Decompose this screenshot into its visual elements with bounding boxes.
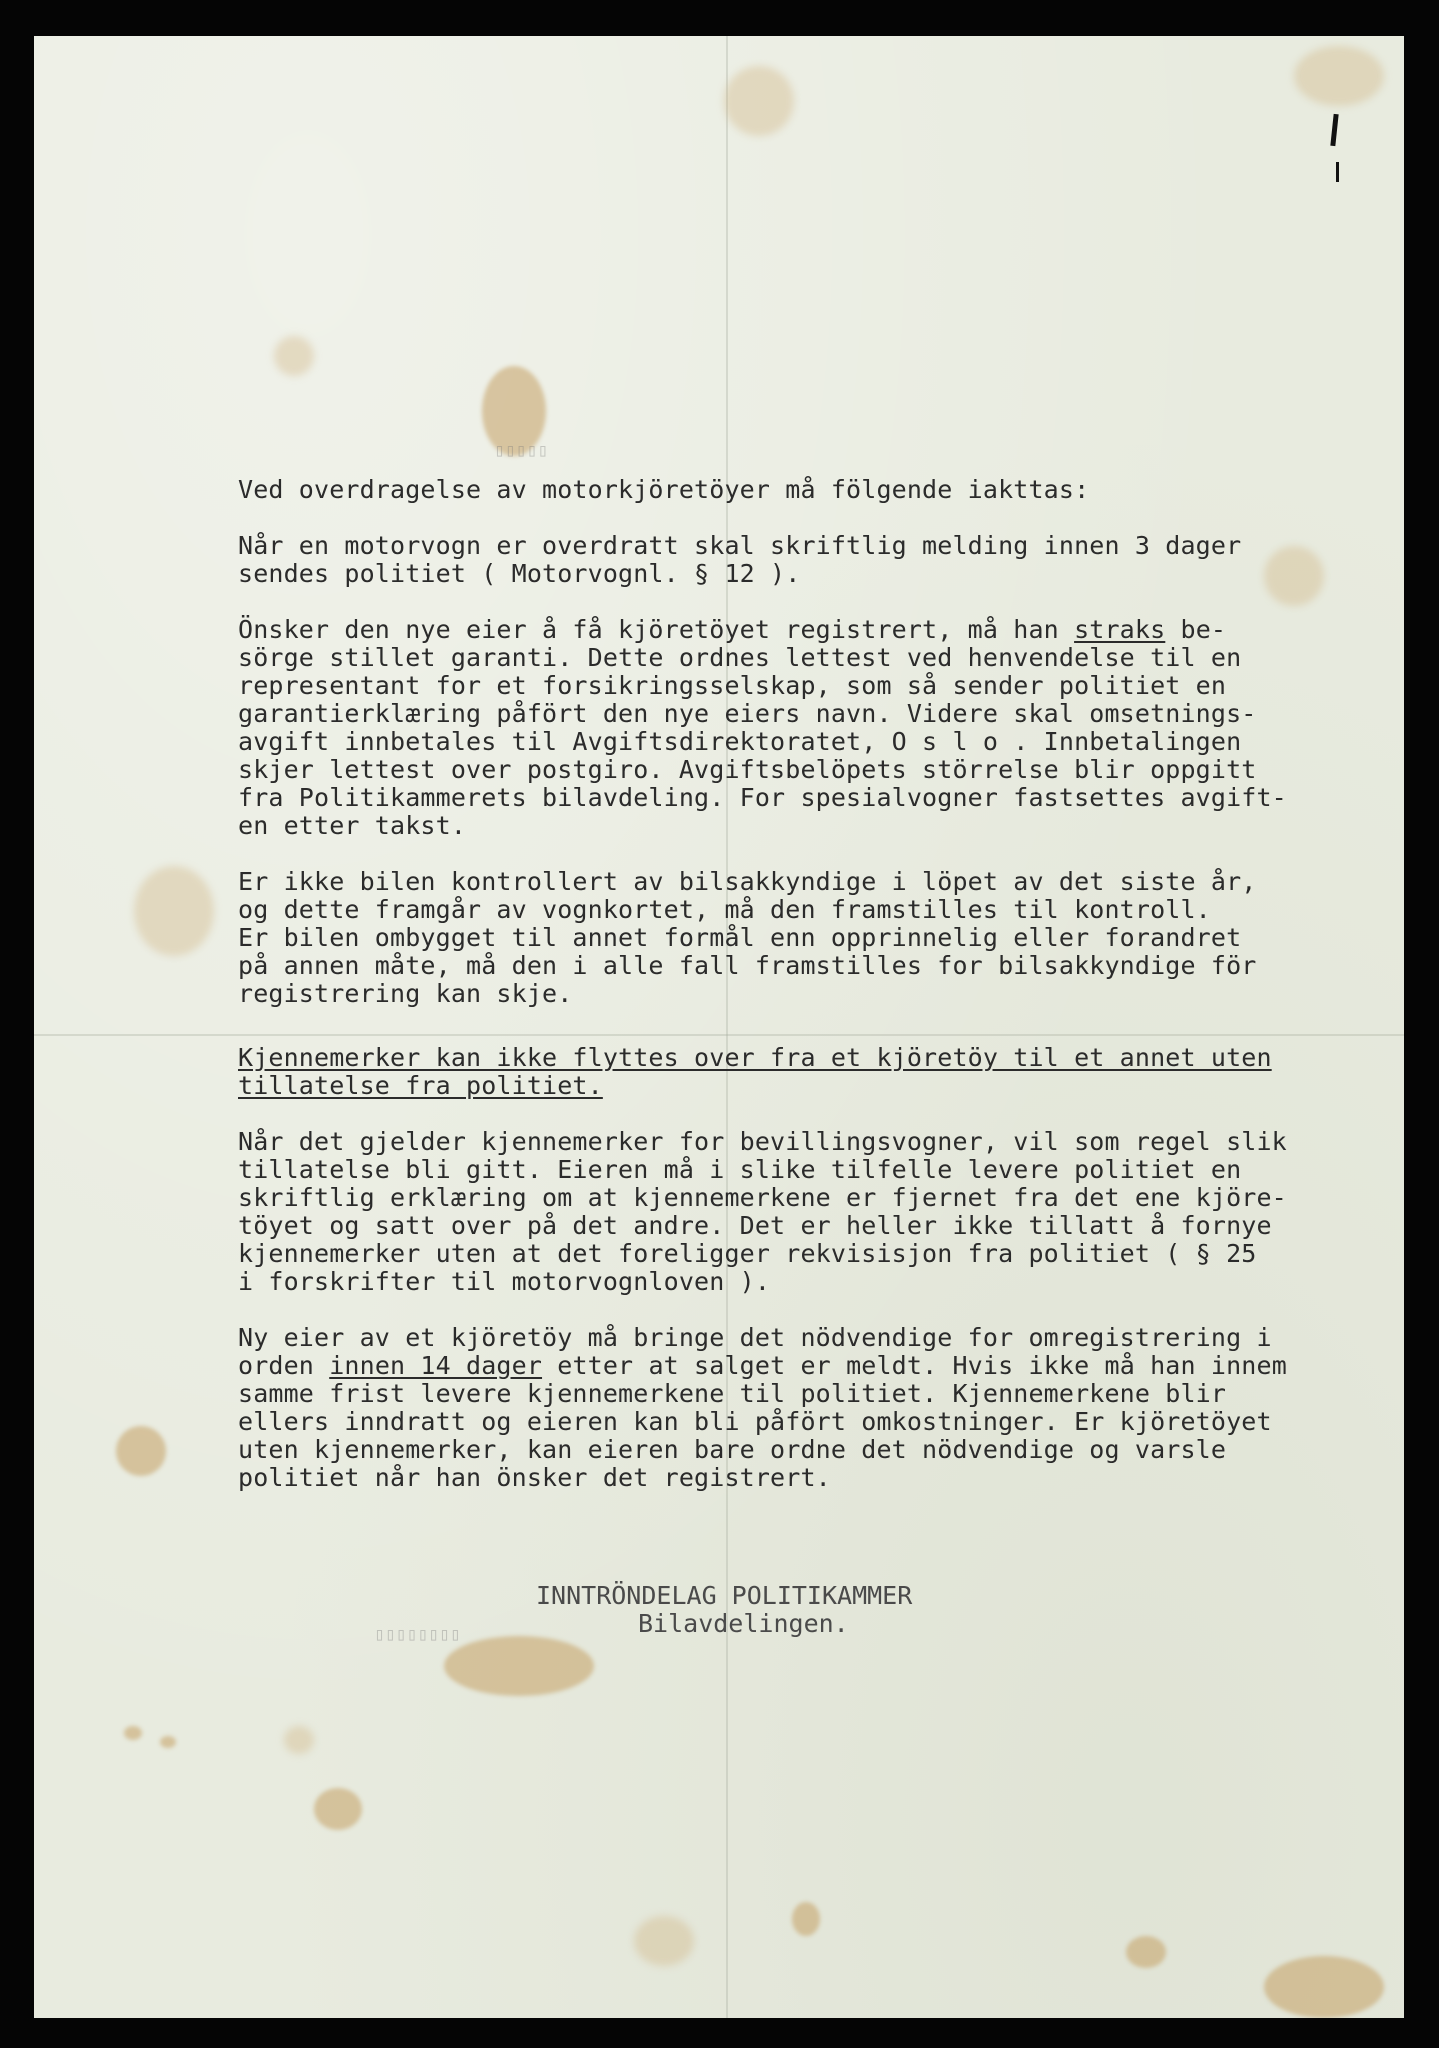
paragraph-3-line: Er bilen ombygget til annet formål enn opprinnelig eller forandret [238, 923, 1242, 952]
paragraph-2-line: representant for et forsikringsselskap, som så sender politiet en [238, 671, 1227, 700]
faded-stamp: ▯▯▯▯▯▯▯▯ [374, 1624, 461, 1645]
paragraph-2-line: garantierklæring påfört den nye eiers navn. Videre skal omsetnings- [238, 699, 1257, 728]
stain [724, 66, 794, 136]
paragraph-2-line [238, 616, 1226, 644]
typed-letter-body [34, 36, 1287, 1492]
stain [124, 1726, 142, 1740]
paragraph-3-line: på annen måte, må den i alle fall framstilles for bilsakkyndige för [238, 951, 1257, 980]
paper-sheet [34, 36, 1404, 2018]
underlined-emphasis: innen 14 dager [329, 1351, 543, 1380]
stain [314, 1788, 362, 1830]
paragraph-5-line: skriftlig erklæring om at kjennemerkene er fjernet fra det ene kjöre- [238, 1183, 1287, 1212]
stain [634, 1916, 694, 1966]
text-fragment: Önsker den nye eier å få kjöretöyet registrert, må han [238, 615, 1075, 644]
stain [1264, 546, 1324, 606]
paragraph-5-line: töyet og satt over på det andre. Det er heller ikke tillatt å fornye [238, 1211, 1272, 1240]
stain [792, 1902, 820, 1936]
paragraph-2-line: sörge stillet garanti. Dette ordnes lettest ved henvendelse til en [238, 643, 1242, 672]
faded-stamp: ▯▯▯▯▯ [494, 440, 549, 461]
stain [1294, 46, 1384, 106]
paragraph-5-line: i forskrifter til motorvognloven ). [238, 1267, 771, 1296]
paragraph-6-line: ellers inndratt og eieren kan bli påfört omkostninger. Er kjöretöyet [238, 1407, 1272, 1436]
paragraph-5-line: tillatelse bli gitt. Eieren må i slike tilfelle levere politiet en [238, 1155, 1242, 1184]
paragraph-4-line: tillatelse fra politiet. [238, 1071, 603, 1100]
signature-department: Bilavdelingen. [638, 1609, 849, 1638]
stain [134, 866, 214, 956]
heading: Ved overdragelse av motorkjöretöyer må fölgende iakttas: [238, 475, 1090, 504]
paragraph-1-line: sendes politiet ( Motorvognl. § 12 ). [238, 559, 801, 588]
paragraph-2-line: en etter takst. [238, 811, 467, 840]
paragraph-3-line: Er ikke bilen kontrollert av bilsakkyndige i löpet av det siste år, [238, 867, 1257, 896]
stain [274, 336, 314, 376]
stain [444, 1636, 594, 1696]
paragraph-3-line: og dette framgår av vognkortet, må den framstilles til kontroll. [238, 895, 1211, 924]
stain [1126, 1936, 1166, 1968]
signature-office: INNTRÖNDELAG POLITIKAMMER [536, 1581, 913, 1610]
text-fragment: be- [1165, 615, 1227, 644]
paragraph-6-line: samme frist levere kjennemerkene til politiet. Kjennemerkene blir [238, 1379, 1227, 1408]
paragraph-2-line: avgift innbetales til Avgiftsdirektoratet, O s l o . Innbetalingen [238, 727, 1242, 756]
margin-mark [1336, 162, 1339, 182]
paragraph-2-line: fra Politikammerets bilavdeling. For spesialvogner fastsettes avgift- [238, 783, 1287, 812]
text-fragment: orden [238, 1351, 330, 1380]
vertical-fold-line [726, 36, 728, 2018]
paragraph-4-line: Kjennemerker kan ikke flyttes over fra et kjöretöy til et annet uten [238, 1043, 1272, 1072]
paragraph-2-line: skjer lettest over postgiro. Avgiftsbelöpets störrelse blir oppgitt [238, 755, 1257, 784]
paragraph-5-line: kjennemerker uten at det foreligger rekvisisjon fra politiet ( § 25 [238, 1239, 1257, 1268]
stain [160, 1736, 176, 1748]
margin-mark [1330, 114, 1338, 146]
paragraph-3-line: registrering kan skje. [238, 979, 573, 1008]
paragraph-6-line: uten kjennemerker, kan eieren bare ordne det nödvendige og varsle [238, 1435, 1227, 1464]
paragraph-1-line: Når en motorvogn er overdratt skal skriftlig melding innen 3 dager [238, 531, 1242, 560]
paragraph-6-line [238, 1352, 1287, 1380]
stain [284, 1726, 314, 1754]
stain [1264, 1956, 1384, 2018]
paragraph-6-line: politiet når han önsker det registrert. [238, 1463, 831, 1492]
text-fragment: etter at salget er meldt. Hvis ikke må han innem [542, 1351, 1287, 1380]
underlined-emphasis: straks [1074, 615, 1166, 644]
stain [116, 1426, 166, 1476]
paragraph-6-line: Ny eier av et kjöretöy må bringe det nödvendige for omregistrering i [238, 1323, 1272, 1352]
horizontal-fold-line [34, 1034, 1404, 1036]
paragraph-5-line: Når det gjelder kjennemerker for bevillingsvogner, vil som regel slik [238, 1127, 1287, 1156]
